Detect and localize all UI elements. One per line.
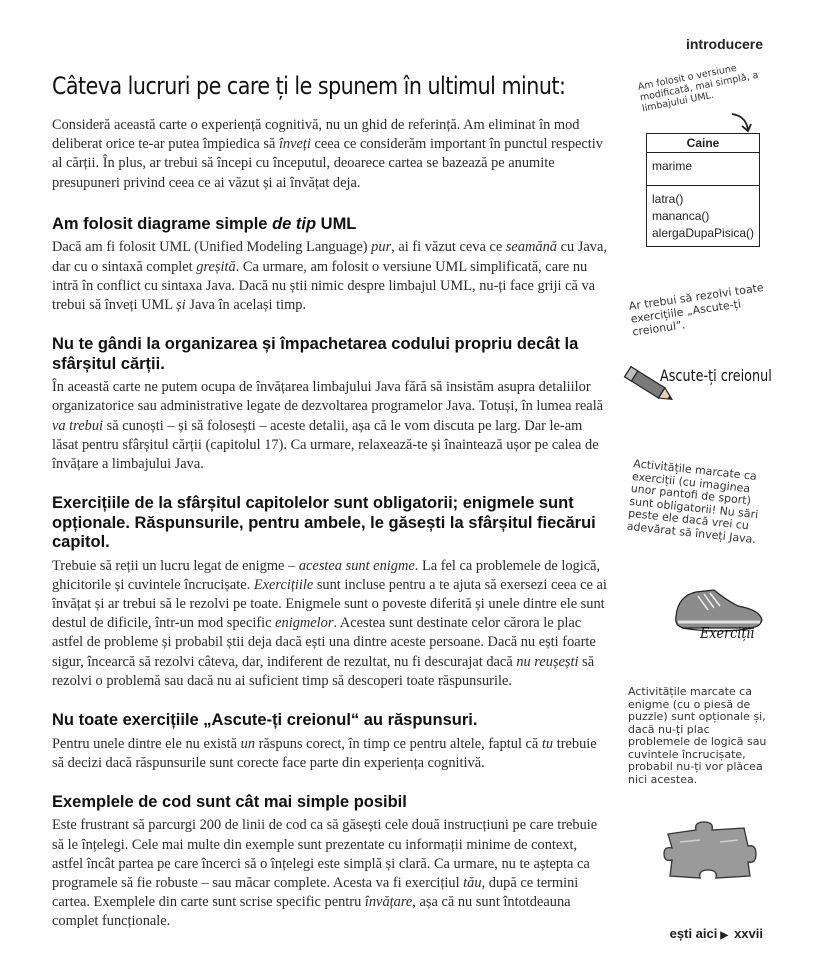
packaging-paragraph: În această carte ne putem ocupa de învățarea limbajului Java fără să insistăm asupra detaliilor organizatorice sau administrative legate de dezvoltarea programelor Java. Totuși, în lumea reală va trebui să cunoști – și să folosești – aceste detalii, așa că le vom discuta pe larg. Dar le-am lăsat pentru sfârșitul cărții (capitolul 17). Ca urmare, relaxează-te și înaintează ușor pe calea de învățare a limbajului Java. <box>52 379 604 472</box>
sharpen-paragraph: Pentru unele dintre ele nu există un răspuns corect, în timp ce pentru altele, faptul că tu trebuie să decizi dacă răspunsurile sunt corecte face parte din experiența cognitivă. <box>52 735 597 771</box>
heading-packaging: Nu te gândi la organizarea și împachetarea codului propriu decât la sfârșitul cărții. <box>52 335 579 373</box>
sharpen-note: Ar trebui să rezolvi toate exercițiile „Ascute-ți creionul”. <box>628 281 765 339</box>
footer <box>670 926 763 941</box>
section-header: introducere <box>685 36 763 52</box>
you-are-here-label: ești aici <box>669 926 718 941</box>
puzzle-note: Activitățile marcate ca enigme (cu o piesă de puzzle) sunt opționale și, dacă nu-ți plac problemele de logică sau cuvintele încrucișate, probabil nu-ți vor plăcea nici acestea. <box>628 685 767 786</box>
uml-methods <box>647 186 759 246</box>
uml-attribute: marime <box>647 153 759 186</box>
uml-paragraph: Dacă am fi folosit UML (Unified Modeling Language) pur, ai fi văzut ceva ce seamănă cu Java, dar cu o sintaxă complet greșită. Ca urmare, am folosit o versiune UML simplificată, care nu intră în conflict cu sintaxa Java. Dacă nu știi nimic despre limbajul UML, nu-ți face griji că va trebui să înveți UML și Java în același timp. <box>52 239 607 313</box>
curved-arrow-icon <box>728 110 758 134</box>
heading-exercises: Exercițiile de la sfârșitul capitolelor sunt obligatorii; enigmele sunt opționale. Răspunsurile, pentru ambele, le găsești la sfârșitul fiecărui capitol. <box>52 494 596 552</box>
puzzle-piece-icon <box>660 820 760 884</box>
heading-uml: Am folosit diagrame simple de tip UML <box>52 214 357 233</box>
code-examples-paragraph: Este frustrant să parcurgi 200 de linii de cod ca să găsești cele două instrucțiuni pe care trebuie să le înțelegi. Cele mai multe din exemple sunt prezentate cu informații minime de context, astfel încât partea pe care încerci să o înțelegi este simplă și clară. Ca urmare, nu te aștepta ca programele să fie robuste – sau măcar complete. Acesta va fi exercițiul tău, după ce termini cartea. Exemplele din carte sunt scrise specific pentru învățare, așa că nu sunt întotdeauna complet funcționale. <box>52 817 598 930</box>
intro-paragraph: Consideră această carte o experiență cognitivă, nu un ghid de referință. Am eliminat în mod deliberat orice te-ar putea împiedica să înveți ceea ce considerăm important în punctul respectiv al cărții. În plus, ar trebui să începi cu începutul, deoarece cartea se bazează pe anumite presupuneri privind ceea ce ai văzut și ai învățat deja. <box>52 117 603 191</box>
exercises-paragraph: Trebuie să reții un lucru legat de enigme – acestea sunt enigme. La fel ca problemele de logică, ghicitorile și cuvintele încrucișate. Exercițiile sunt incluse pentru a te ajuta să exersezi ceea ce ai învățat și ar trebui să le rezolvi pe toate. Enigmele sunt o poveste diferită și unele dintre ele sunt destul de dificile, într-un mod specific enigmelor. Acestea sunt destinate celor cărora le plac astfel de probleme și probabil știi deja dacă ești una dintre aceste persoane. Dacă nu ești foarte sigur, încearcă să rezolvi câteva, dar, indiferent de rezultat, nu fi descurajat dacă nu reușești să rezolvi o problemă sau dacă nu ai suficient timp să descoperi toate răspunsurile. <box>52 557 607 689</box>
triangle-right-icon: ▶ <box>720 930 729 941</box>
uml-method: mananca() <box>652 209 710 223</box>
uml-method: latra() <box>652 192 684 206</box>
exercise-label: Exerciții <box>700 624 755 642</box>
main-column <box>52 116 607 932</box>
uml-method: alergaDupaPisica() <box>652 226 755 240</box>
page-number: xxvii <box>734 926 763 941</box>
uml-class-name: Caine <box>647 134 759 153</box>
sharpen-label: Ascute-ți creionul <box>660 366 772 385</box>
page-title: Câteva lucruri pe care ți le spunem în ultimul minut: <box>52 72 566 100</box>
heading-code-examples: Exemplele de cod sunt cât mai simple posibil <box>52 792 407 811</box>
heading-sharpen: Nu toate exercițiile „Ascute-ți creionul“ au răspunsuri. <box>52 711 478 730</box>
uml-note: Am folosit o versiune modificată, mai simplă, a limbajului UML. <box>637 62 760 115</box>
exercise-note: Activitățile marcate ca exerciții (cu imaginea unor pantofi de sport) sunt obligatorii! Nu sări peste ele dacă vrei cu adevărat să înveți Java. <box>626 457 759 546</box>
uml-class-diagram <box>646 133 760 247</box>
